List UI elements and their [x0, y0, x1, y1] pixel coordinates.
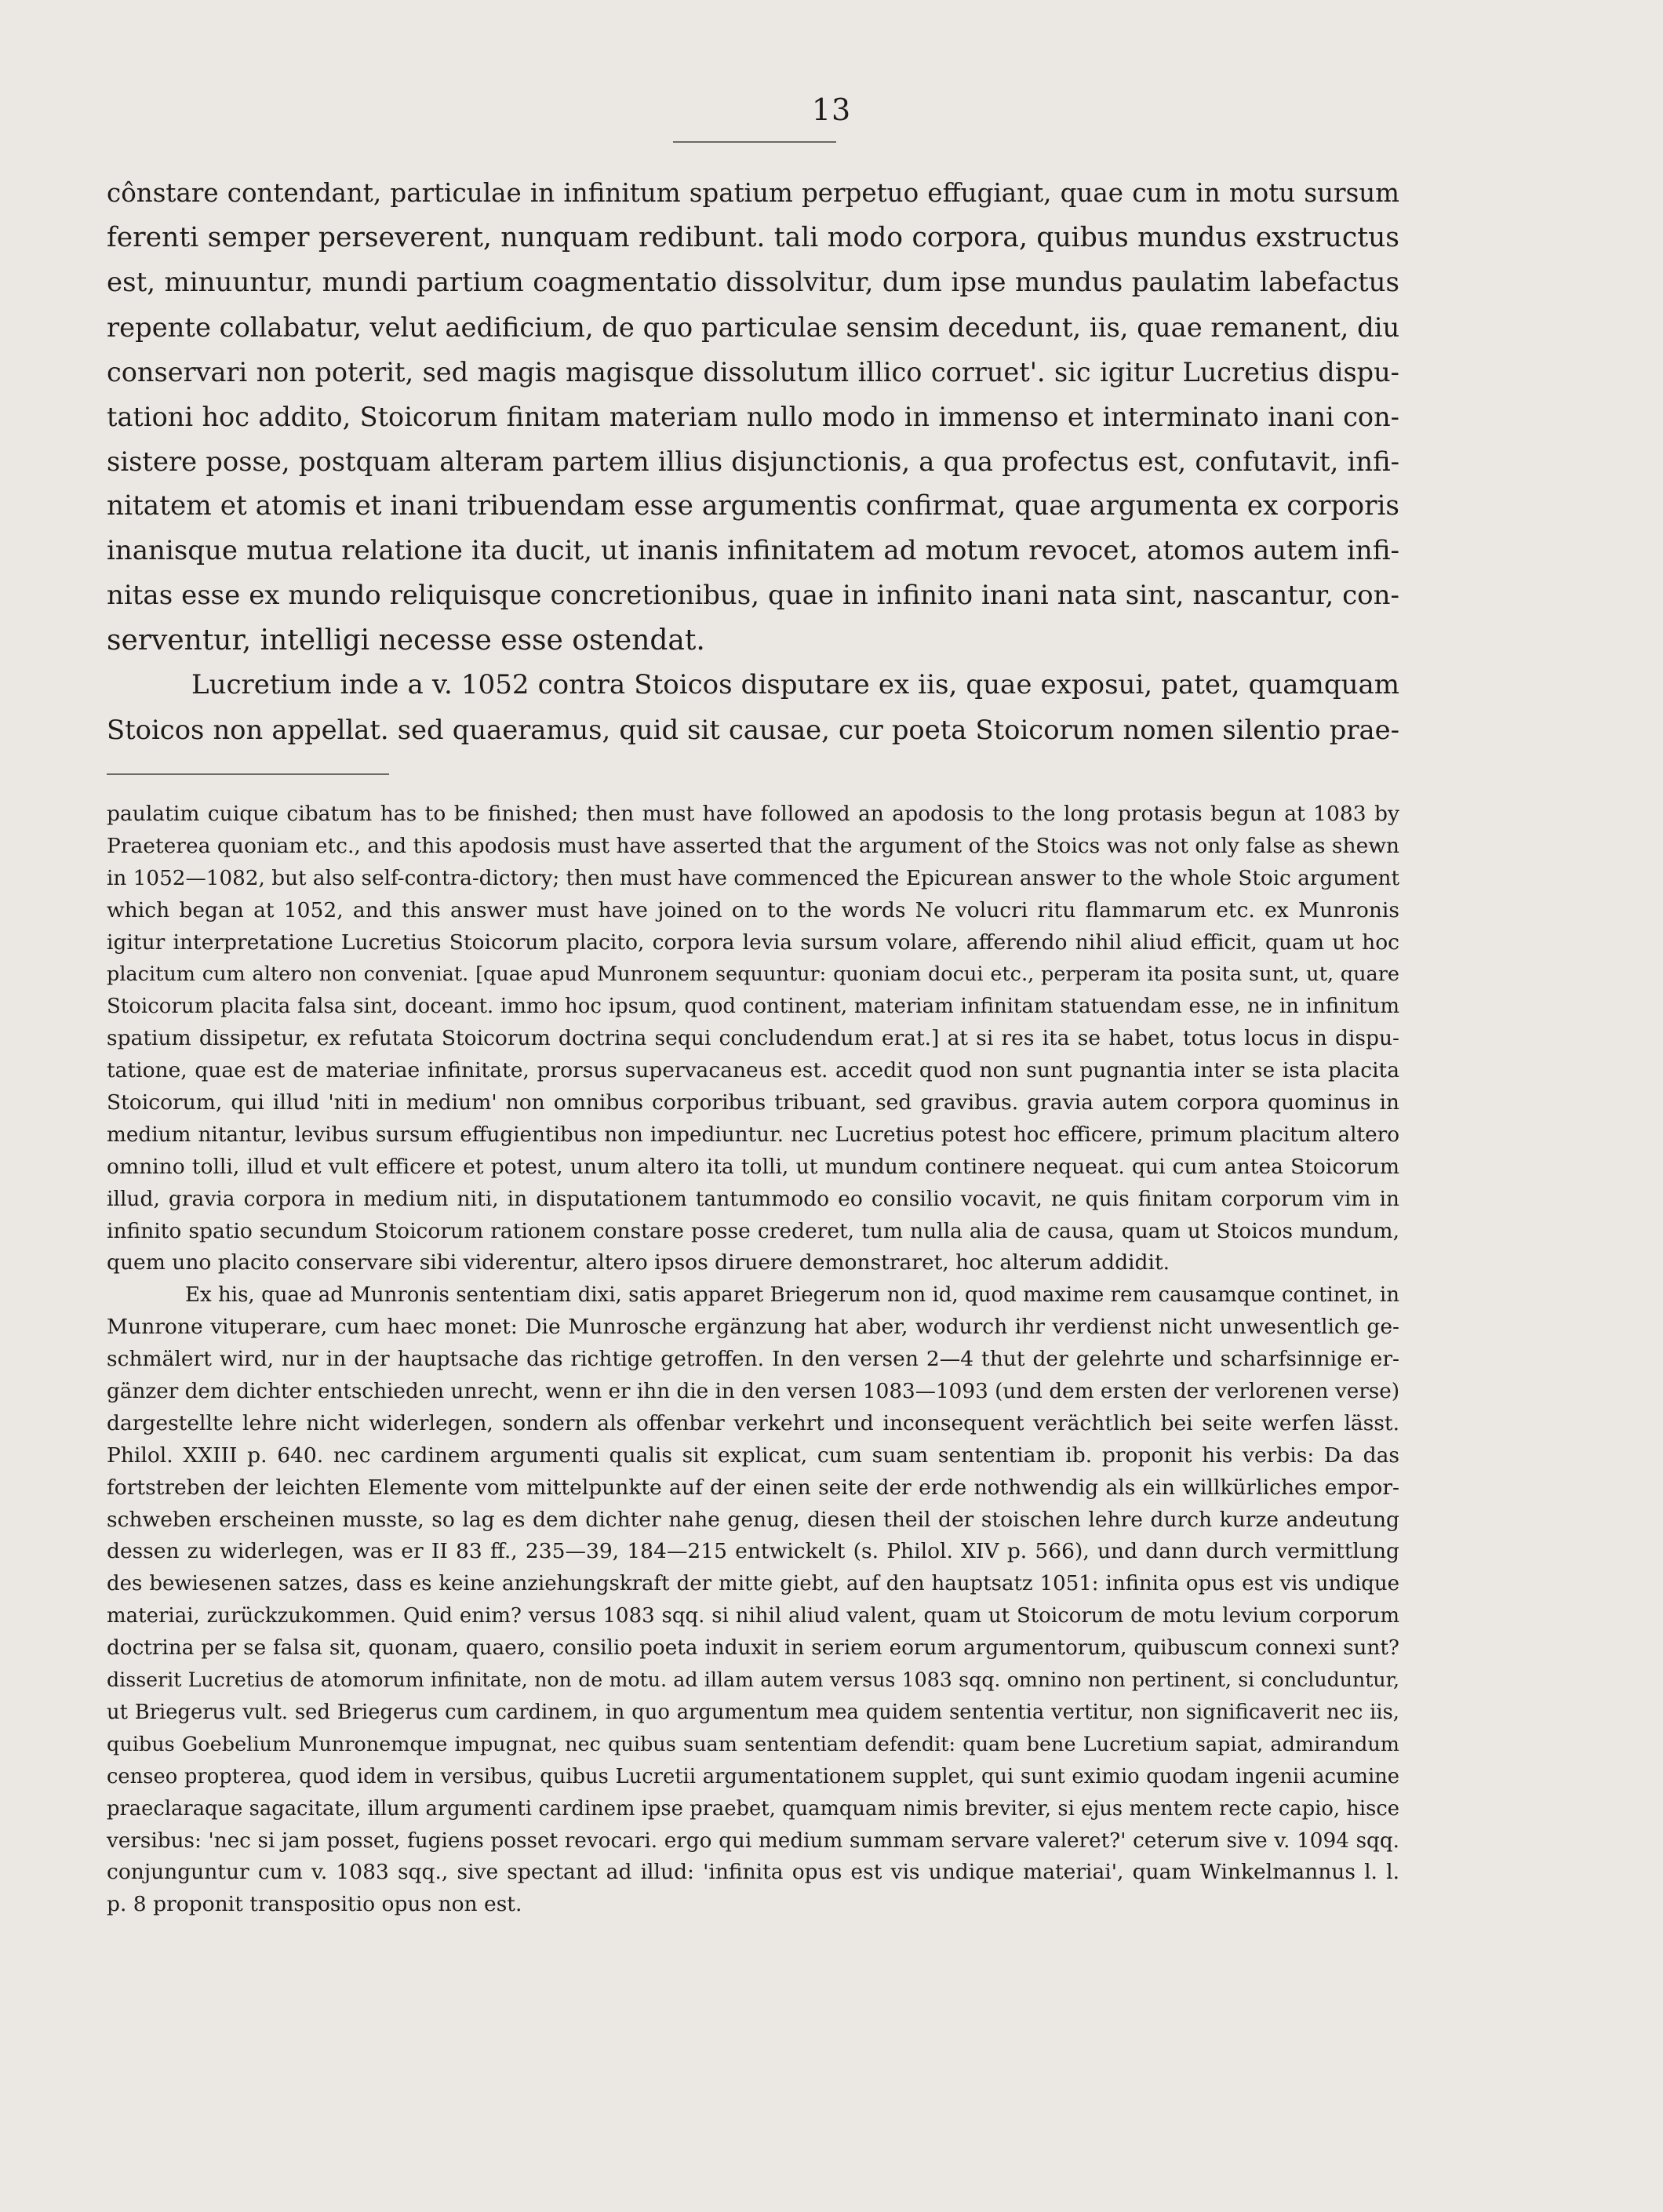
footnote-line: omnino tolli, illud et vult efficere et potest, unum altero ita tolli, ut mundum continere nequeat. qui cum antea Stoicorum	[107, 1154, 1399, 1179]
footnote-line: which began at 1052, and this answer must have joined on to the words Ne volucri ritu flammarum etc. ex Munronis	[107, 897, 1399, 922]
footnote-line: schweben erscheinen musste, so lag es dem dichter nahe genug, diesen theil der stoischen lehre durch kurze andeutung	[107, 1507, 1399, 1532]
footnote-line: Munrone vituperare, cum haec monet: Die Munrosche ergänzung hat aber, wodurch ihr verdienst nicht unwesentlich ge-	[107, 1315, 1399, 1340]
footnote-line: disserit Lucretius de atomorum infinitate, non de motu. ad illam autem versus 1083 sqq. omnino non pertinent, si concluduntur,	[107, 1668, 1399, 1692]
footnote-line: versibus: 'nec si jam posset, fugiens posset revocari. ergo qui medium summam servare valeret?' ceterum sive v. 1094 sqq.	[107, 1828, 1399, 1853]
footnote-line: praeclaraque sagacitate, illum argumenti cardinem ipse praebet, quamquam nimis breviter, si ejus mentem recte capio, hisce	[107, 1796, 1399, 1821]
footnote-line: Stoicorum placita falsa sint, doceant. immo hoc ipsum, quod continent, materiam infinitam statuendam esse, ne in infinitum	[107, 995, 1399, 1019]
page-number: 13	[811, 93, 852, 127]
footnote-separator	[107, 773, 389, 775]
header-rule	[673, 141, 836, 143]
main-text-line: Stoicos non appellat. sed quaeramus, quid sit causae, cur poeta Stoicorum nomen silentio prae-	[107, 715, 1399, 745]
footnote-line: infinito spatio secundum Stoicorum rationem constare posse crederet, tum nulla alia de causa, quam ut Stoicos mundum,	[107, 1218, 1399, 1243]
footnote-line: fortstreben der leichten Elemente vom mittelpunkte auf der einen seite der erde nothwendig als ein willkürliches empor-	[107, 1475, 1399, 1500]
footnote	[107, 799, 1399, 1921]
footnote-line: medium nitantur, levibus sursum effugientibus non impediuntur. nec Lucretius potest hoc efficere, primum placitum altero	[107, 1122, 1399, 1147]
footnote-line: ut Briegerus vult. sed Briegerus cum cardinem, in quo argumentum mea quidem sententia vertitur, non significaverit nec iis,	[107, 1700, 1399, 1724]
footnote-line: des bewiesenen satzes, dass es keine anziehungskraft der mitte giebt, auf den hauptsatz 1051: infinita opus est vis undique	[107, 1572, 1399, 1596]
main-text-line: tationi hoc addito, Stoicorum finitam materiam nullo modo in immenso et interminato inani con-	[107, 402, 1399, 432]
main-text-line: sistere posse, postquam alteram partem illius disjunctionis, a qua profectus est, confutavit, infi-	[107, 446, 1399, 477]
footnote-line: censeo propterea, quod idem in versibus, quibus Lucretii argumentationem supplet, qui sunt eximio quodam ingenii acumine	[107, 1764, 1399, 1788]
footnote-line: spatium dissipetur, ex refutata Stoicorum doctrina sequi concludendum erat.] at si res ita se habet, totus locus in dispu-	[107, 1026, 1399, 1051]
main-text-line: est, minuuntur, mundi partium coagmentatio dissolvitur, dum ipse mundus paulatim labefactus	[107, 267, 1399, 298]
main-text-line: Lucretium inde a v. 1052 contra Stoicos disputare ex iis, quae exposui, patet, quamquam	[191, 669, 1399, 700]
footnote-line: Stoicorum, qui illud 'niti in medium' non omnibus corporibus tribuant, sed gravibus. gravia autem corpora quominus in	[107, 1090, 1399, 1115]
footnote-line: conjunguntur cum v. 1083 sqq., sive spectant ad illud: 'infinita opus est vis undique materiai', quam Winkelmannus l. l.	[107, 1860, 1399, 1885]
footnote-line: schmälert wird, nur in der hauptsache das richtige getroffen. In den versen 2—4 thut der gelehrte und scharfsinnige er-	[107, 1347, 1399, 1372]
main-text-line: cônstare contendant, particulae in infinitum spatium perpetuo effugiant, quae cum in motu sursum	[107, 178, 1399, 208]
footnote-line: igitur interpretatione Lucretius Stoicorum placito, corpora levia sursum volare, afferendo nihil aliud efficit, quam ut hoc	[107, 930, 1399, 955]
footnote-line: tatione, quae est de materiae infinitate, prorsus supervacaneus est. accedit quod non sunt pugnantia inter se ista placita	[107, 1058, 1399, 1083]
footnote-line: materiai, zurückzukommen. Quid enim? versus 1083 sqq. si nihil aliud valent, quam ut Stoicorum de motu levium corporum	[107, 1604, 1399, 1628]
footnote-line: in 1052—1082, but also self-contra-dictory; then must have commenced the Epicurean answer to the whole Stoic argument	[107, 866, 1399, 890]
footnote-line: gänzer dem dichter entschieden unrecht, wenn er ihn die in den versen 1083—1093 (und dem ersten der verlorenen verse)	[107, 1380, 1400, 1404]
main-text-line: conservari non poterit, sed magis magisque dissolutum illico corruet'. sic igitur Lucretius dispu-	[107, 357, 1399, 387]
footnote-line: Philol. XXIII p. 640. nec cardinem argumenti qualis sit explicat, cum suam sententiam ib. proponit his verbis: Da das	[107, 1443, 1399, 1468]
main-text-line: ferenti semper perseverent, nunquam redibunt. tali modo corpora, quibus mundus exstructus	[107, 222, 1399, 253]
main-text-line: serventur, intelligi necesse esse ostendat.	[107, 624, 705, 657]
footnote-line: quibus Goebelium Munronemque impugnat, nec quibus suam sententiam defendit: quam bene Lucretium sapiat, admirandum	[107, 1732, 1399, 1756]
footnote-line: dessen zu widerlegen, was er II 83 ff., 235—39, 184—215 entwickelt (s. Philol. XIV p. 566), und dann durch vermittlung	[107, 1539, 1399, 1564]
main-text-line: repente collabatur, velut aedificium, de quo particulae sensim decedunt, iis, quae remanent, diu	[107, 312, 1400, 343]
main-text-line: nitas esse ex mundo reliquisque concretionibus, quae in infinito inani nata sint, nascantur, con-	[107, 580, 1399, 611]
footnote-line: p. 8 proponit transpositio opus non est.	[107, 1892, 522, 1917]
footnote-line: dargestellte lehre nicht widerlegen, sondern als offenbar verkehrt und inconsequent verächtlich bei seite werfen lässt.	[107, 1410, 1399, 1435]
footnote-line: placitum cum altero non conveniat. [quae apud Munronem sequuntur: quoniam docui etc., perperam ita posita sunt, ut, quare	[107, 962, 1399, 987]
footnote-line: Ex his, quae ad Munronis sententiam dixi, satis apparet Briegerum non id, quod maxime rem causamque continet, in	[185, 1283, 1399, 1308]
main-text	[107, 171, 1399, 752]
footnote-line: quem uno placito conservare sibi viderentur, altero ipsos diruere demonstraret, hoc alterum addidit.	[107, 1250, 1170, 1275]
main-text-line: nitatem et atomis et inani tribuendam esse argumentis confirmat, quae argumenta ex corporis	[107, 490, 1399, 522]
footnote-line: doctrina per se falsa sit, quonam, quaero, consilio poeta induxit in seriem eorum argumentorum, quibuscum connexi sunt?	[107, 1636, 1399, 1661]
footnote-line: Praeterea quoniam etc., and this apodosis must have asserted that the argument of the Stoics was not only false as shewn	[107, 833, 1399, 858]
footnote-line: illud, gravia corpora in medium niti, in disputationem tantummodo eo consilio vocavit, ne quis finitam corporum vim in	[107, 1186, 1399, 1211]
footnote-line: paulatim cuique cibatum has to be finished; then must have followed an apodosis to the long protasis begun at 1083 by	[107, 802, 1399, 826]
main-text-line: inanisque mutua relatione ita ducit, ut inanis infinitatem ad motum revocet, atomos autem infi-	[107, 535, 1399, 566]
